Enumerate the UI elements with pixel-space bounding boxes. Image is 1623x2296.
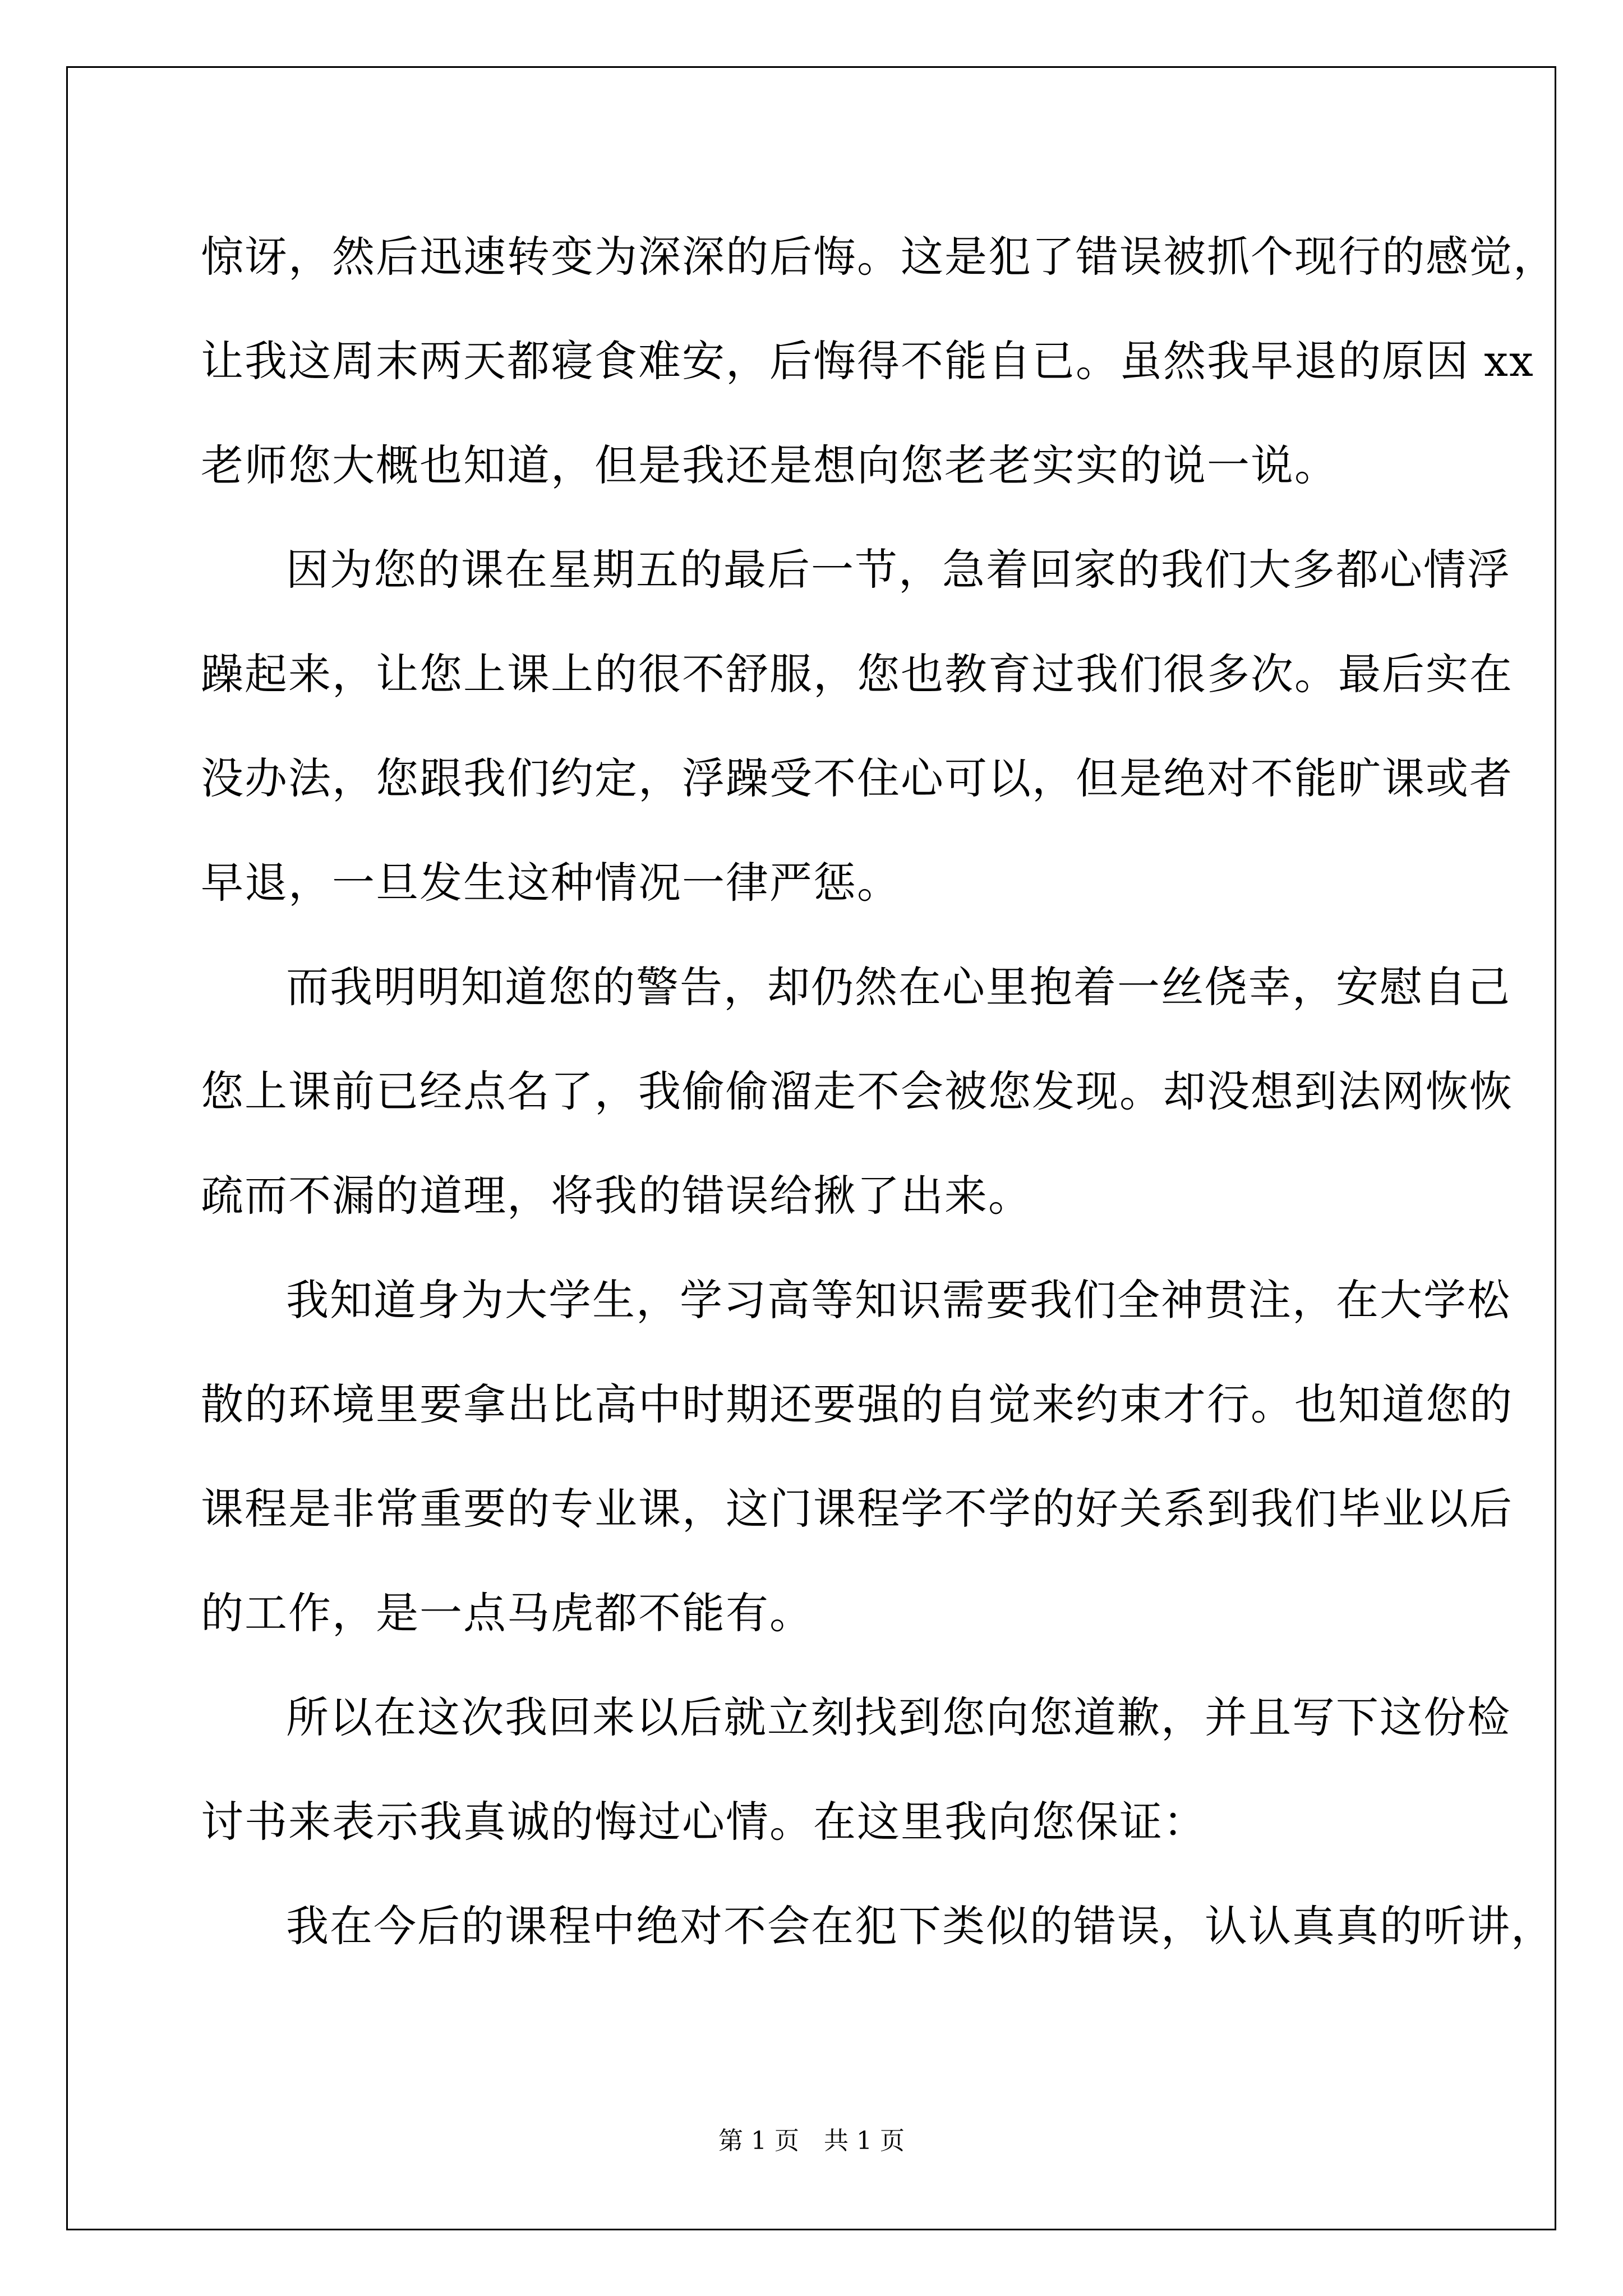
text-line: 而我明明知道您的警告，却仍然在心里抱着一丝侥幸，安慰自己 xyxy=(286,962,1511,1012)
text-line: 您上课前已经点名了，我偷偷溜走不会被您发现。却没想到法网恢恢 xyxy=(201,1066,1513,1116)
text-line: 老师您大概也知道，但是我还是想向您老老实实的说一说。 xyxy=(201,440,1338,490)
text-line: 我知道身为大学生，学习高等知识需要我们全神贯注，在大学松 xyxy=(286,1275,1511,1325)
text-line: 讨书来表示我真诚的悔过心情。在这里我向您保证： xyxy=(201,1797,1207,1847)
text-line: 因为您的课在星期五的最后一节，急着回家的我们大多都心情浮 xyxy=(286,545,1511,595)
text-line: 的工作，是一点马虎都不能有。 xyxy=(201,1588,813,1638)
text-line: 让我这周末两天都寝食难安，后悔得不能自已。虽然我早退的原因 xx xyxy=(201,336,1534,386)
text-line: 所以在这次我回来以后就立刻找到您向您道歉，并且写下这份检 xyxy=(286,1692,1511,1742)
text-line: 惊讶，然后迅速转变为深深的后悔。这是犯了错误被抓个现行的感觉， xyxy=(201,232,1557,282)
text-line: 疏而不漏的道理，将我的错误给揪了出来。 xyxy=(201,1171,1032,1221)
text-line: 没办法，您跟我们约定，浮躁受不住心可以，但是绝对不能旷课或者 xyxy=(201,753,1513,803)
page-footer: 第 1 页 共 1 页 xyxy=(718,2127,905,2155)
text-line: 躁起来，让您上课上的很不舒服，您也教育过我们很多次。最后实在 xyxy=(201,649,1513,699)
text-line: 早退，一旦发生这种情况一律严惩。 xyxy=(201,858,901,908)
text-line: 我在今后的课程中绝对不会在犯下类似的错误，认认真真的听讲， xyxy=(286,1901,1555,1951)
document-body xyxy=(201,205,1557,1978)
text-line: 散的环境里要拿出比高中时期还要强的自觉来约束才行。也知道您的 xyxy=(201,1379,1513,1429)
text-line: 课程是非常重要的专业课，这门课程学不学的好关系到我们毕业以后 xyxy=(201,1484,1513,1534)
